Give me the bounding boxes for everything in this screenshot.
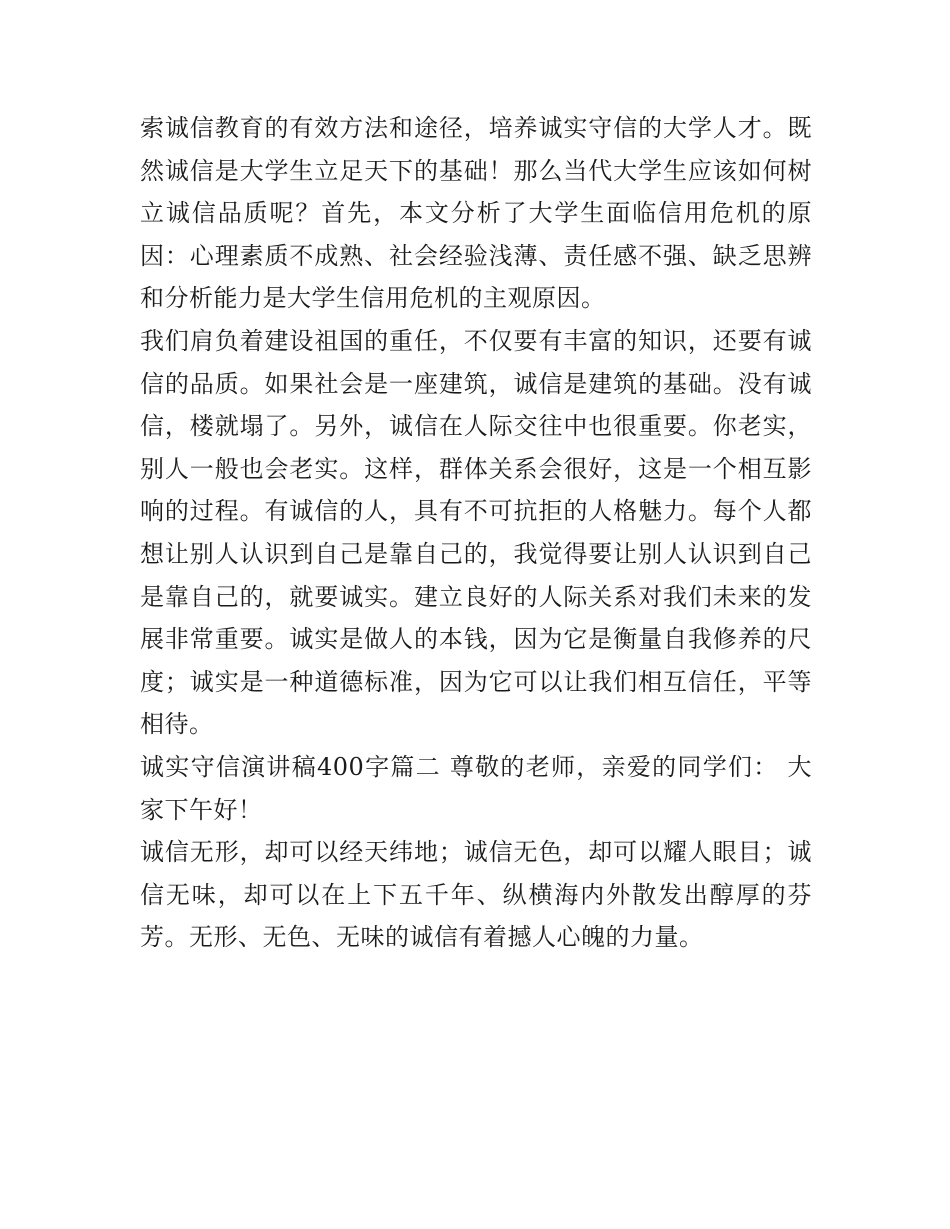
paragraph-2: 我们肩负着建设祖国的重任，不仅要有丰富的知识，还要有诚信的品质。如果社会是一座建筑，诚信是建筑的基础。没有诚信，楼就塌了。另外，诚信在人际交往中也很重要。你老实，别人一般也会老实。这样，群体关系会很好，这是一个相互影响的过程。有诚信的人，具有不可抗拒的人格魅力。每个人都想让别人认识到自己是靠自己的，我觉得要让别人认识到自己是靠自己的，就要诚实。建立良好的人际关系对我们未来的发展非常重要。诚实是做人的本钱，因为它是衡量自我修养的尺度；诚实是一种道德标准，因为它可以让我们相互信任，平等相待。: [140, 326, 812, 739]
document-body: [140, 107, 812, 959]
paragraph-4: 诚信无形，却可以经天纬地；诚信无色，却可以耀人眼目；诚信无味，却可以在上下五千年、纵横海内外散发出醇厚的芬芳。无形、无色、无味的诚信有着撼人心魄的力量。: [140, 838, 812, 952]
paragraph-1: 索诚信教育的有效方法和途径，培养诚实守信的大学人才。既然诚信是大学生立足天下的基础！那么当代大学生应该如何树立诚信品质呢？首先，本文分析了大学生面临信用危机的原因：心理素质不成熟、社会经验浅薄、责任感不强、缺乏思辨和分析能力是大学生信用危机的主观原因。: [140, 114, 812, 313]
paragraph-3: 诚实守信演讲稿400字篇二 尊敬的老师，亲爱的同学们： 大家下午好！: [140, 752, 812, 824]
